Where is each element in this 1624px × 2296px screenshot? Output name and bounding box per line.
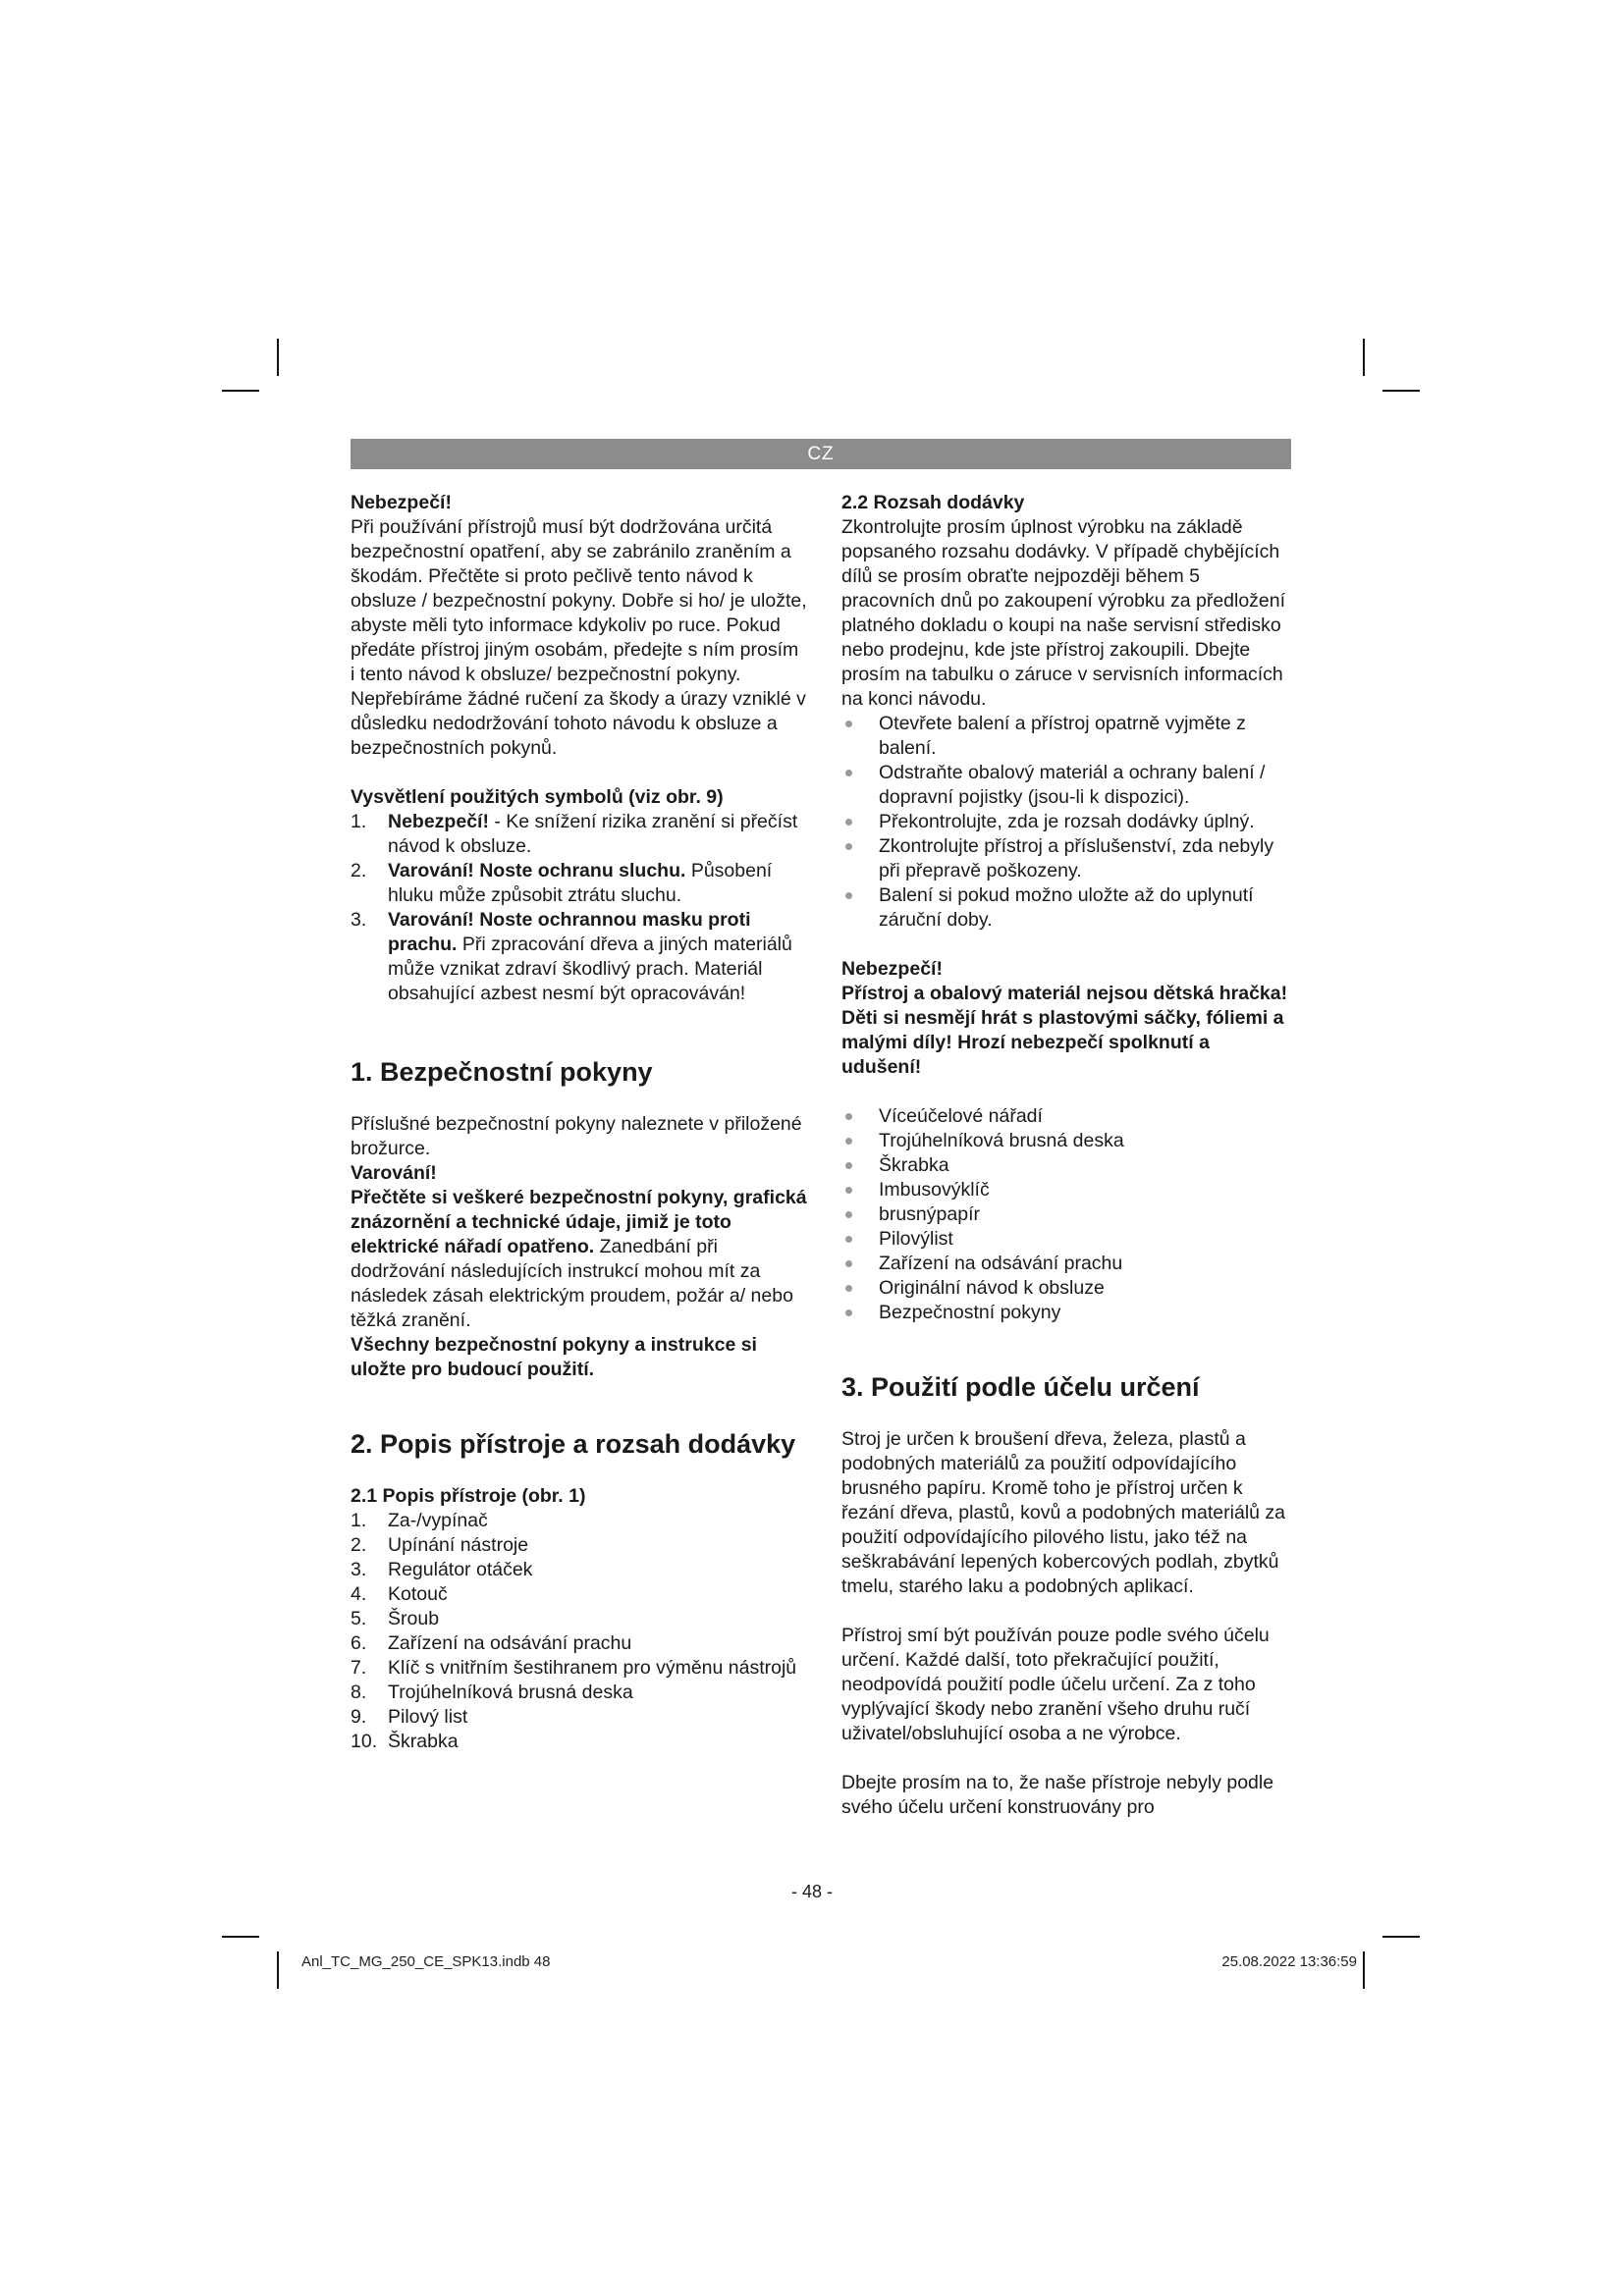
list-item: Otevřete balení a přístroj opatrně vyjměte z balení. [841,712,1293,761]
bullet-icon [845,1162,852,1169]
bullet-icon [845,1309,852,1316]
subsection-2-1-title: 2.1 Popis přístroje (obr. 1) [351,1485,586,1507]
bullet-icon [845,1285,852,1292]
symbols-title: Vysvětlení použitých symbolů (viz obr. 9) [351,786,724,808]
list-item: Imbusovýklíč [841,1178,1293,1202]
list-item: Originální návod k obsluze [841,1276,1293,1301]
bullet-icon [845,1187,852,1194]
part-item: 5. Šroub [351,1608,440,1629]
section-3-paragraph-3: Dbejte prosím na to, že naše přístroje nebyly podle svého účelu určení konstruovány pro [841,1772,1274,1818]
section-3-paragraph-1: Stroj je určen k broušení dřeva, železa, plastů a podobných materiálů za použití odpovídajícího brusného papíru. Kromě toho je přístroj určen k řezání dřeva, plastů, kovů a podobných materiálů za použití odpovídajícího pilového listu, jako též na seškrabávání lepených kobercových podlah, zbytků tmelu, starého laku a podobných aplikací. [841,1428,1286,1597]
bullet-icon [845,819,852,826]
section-1-title: 1. Bezpečnostní pokyny [351,1057,653,1087]
footer-date: 25.08.2022 13:36:59 [1221,1953,1357,1970]
danger-title: Nebezpečí! [351,492,452,513]
part-item: 10. Škrabka [351,1731,459,1752]
part-item: 1. Za-/vypínač [351,1510,488,1531]
bullet-icon [845,1236,852,1243]
bullet-icon [845,770,852,776]
section-3-title: 3. Použití podle účelu určení [841,1372,1200,1402]
crop-mark [1382,1936,1420,1938]
list-item: Pilovýlist [841,1227,1293,1252]
section-1-intro: Příslušné bezpečnostní pokyny naleznete v přiložené brožurce. [351,1113,802,1159]
subsection-2-2-title: 2.2 Rozsah dodávky [841,492,1025,513]
bullet-icon [845,1113,852,1120]
crop-mark [1363,1951,1365,1989]
list-item: Balení si pokud možno uložte až do uplynutí záruční doby. [841,883,1293,933]
part-item: 9. Pilový list [351,1706,468,1728]
crop-mark [277,339,279,376]
crop-mark [1363,339,1365,376]
warning-title: Varování! [351,1162,437,1184]
bullet-icon [845,1211,852,1218]
part-item: 6. Zařízení na odsávání prachu [351,1632,632,1654]
list-item: Škrabka [841,1153,1293,1178]
bullet-icon [845,1260,852,1267]
list-item: Víceúčelové nářadí [841,1104,1293,1129]
parts-list [351,1509,807,1754]
bullet-icon [845,1138,852,1145]
part-item: 3. Regulátor otáček [351,1559,533,1580]
subsection-2-2-text: Zkontrolujte prosím úplnost výrobku na základě popsaného rozsahu dodávky. V případě chybějících dílů se prosím obraťte nejpozději během 5 pracovních dnů po zakoupení výrobku za předložení platného dokladu o koupi na naše servisní středisko nebo prodejnu, kde jste přístroj zakoupili. Dbejte prosím na tabulku o záruce v servisních informacích na konci návodu. [841,516,1286,710]
crop-mark [222,1936,259,1938]
part-item: 2. Upínání nástroje [351,1534,529,1556]
section-2-title: 2. Popis přístroje a rozsah dodávky [351,1429,796,1459]
danger-text: Při používání přístrojů musí být dodržována určitá bezpečnostní opatření, aby se zabránilo zraněním a škodám. Přečtěte si proto pečlivě tento návod k obsluze / bezpečnostní pokyny. Dobře si ho/ je uložte, abyste měli tyto informace kdykoliv po ruce. Pokud předáte přístroj jiným osobám, předejte s ním prosím i tento návod k obsluze/ bezpečnostní pokyny. Nepřebíráme žádné ručení za škody a úrazy vzniklé v důsledku nedodržování tohoto návodu k obsluze a bezpečnostních pokynů. [351,516,807,759]
symbols-list [351,810,807,1006]
danger-title-right: Nebezpečí! [841,958,943,980]
language-header-bar: CZ [351,439,1291,469]
crop-mark [222,390,259,392]
footer-file-name: Anl_TC_MG_250_CE_SPK13.indb 48 [301,1953,551,1970]
right-column [841,491,1293,1820]
part-item: 7. Klíč s vnitřním šestihranem pro výměnu nástrojů [351,1657,797,1679]
list-item: Odstraňte obalový materiál a ochrany balení / dopravní pojistky (jsou-li k dispozici). [841,761,1293,810]
danger-children-warning: Přístroj a obalový materiál nejsou dětská hračka! Děti si nesmějí hrát s plastovými sáčky, fóliemi a malými díly! Hrozí nebezpečí spolknutí a udušení! [841,983,1288,1078]
crop-mark [1382,390,1420,392]
delivery-contents-list [841,1104,1293,1325]
crop-mark [277,1951,279,1989]
list-item: Trojúhelníková brusná deska [841,1129,1293,1153]
bullet-icon [845,843,852,850]
left-column [351,491,807,1754]
bullet-icon [845,892,852,899]
part-item: 4. Kotouč [351,1583,448,1605]
symbol-item: 3. Varování! Noste ochrannou masku proti prachu. Při zpracování dřeva a jiných materiálů může vznikat zdraví škodlivý prach. Materiál obsahující azbest nesmí být opracováván! [351,909,792,1004]
list-item: Bezpečnostní pokyny [841,1301,1293,1325]
unpacking-steps [841,712,1293,933]
section-3-paragraph-2: Přístroj smí být používán pouze podle svého účelu určení. Každé další, toto překračující použití, neodpovídá použití podle účelu určení. Za z toho vyplývající škody nebo zranění všeho druhu ručí uživatel/obsluhující osoba a ne výrobce. [841,1625,1270,1744]
warning-paragraph: Přečtěte si veškeré bezpečnostní pokyny, grafická znázornění a technické údaje, jimiž je toto elektrické nářadí opatřeno. Zanedbání při dodržování následujících instrukcí mohou mít za následek zásah elektrickým proudem, požár a/ nebo těžká zranění. [351,1187,807,1331]
list-item: Překontrolujte, zda je rozsah dodávky úplný. [841,810,1293,834]
list-item: brusnýpapír [841,1202,1293,1227]
bullet-icon [845,721,852,727]
warning-keep: Všechny bezpečnostní pokyny a instrukce si uložte pro budoucí použití. [351,1334,757,1380]
symbol-item: 2. Varování! Noste ochranu sluchu. Působení hluku může způsobit ztrátu sluchu. [351,860,773,906]
part-item: 8. Trojúhelníková brusná deska [351,1682,633,1703]
list-item: Zařízení na odsávání prachu [841,1252,1293,1276]
list-item: Zkontrolujte přístroj a příslušenství, zda nebyly při přepravě poškozeny. [841,834,1293,883]
symbol-item: 1. Nebezpečí! - Ke snížení rizika zranění si přečíst návod k obsluze. [351,811,798,857]
page-number: - 48 - [790,1882,833,1901]
